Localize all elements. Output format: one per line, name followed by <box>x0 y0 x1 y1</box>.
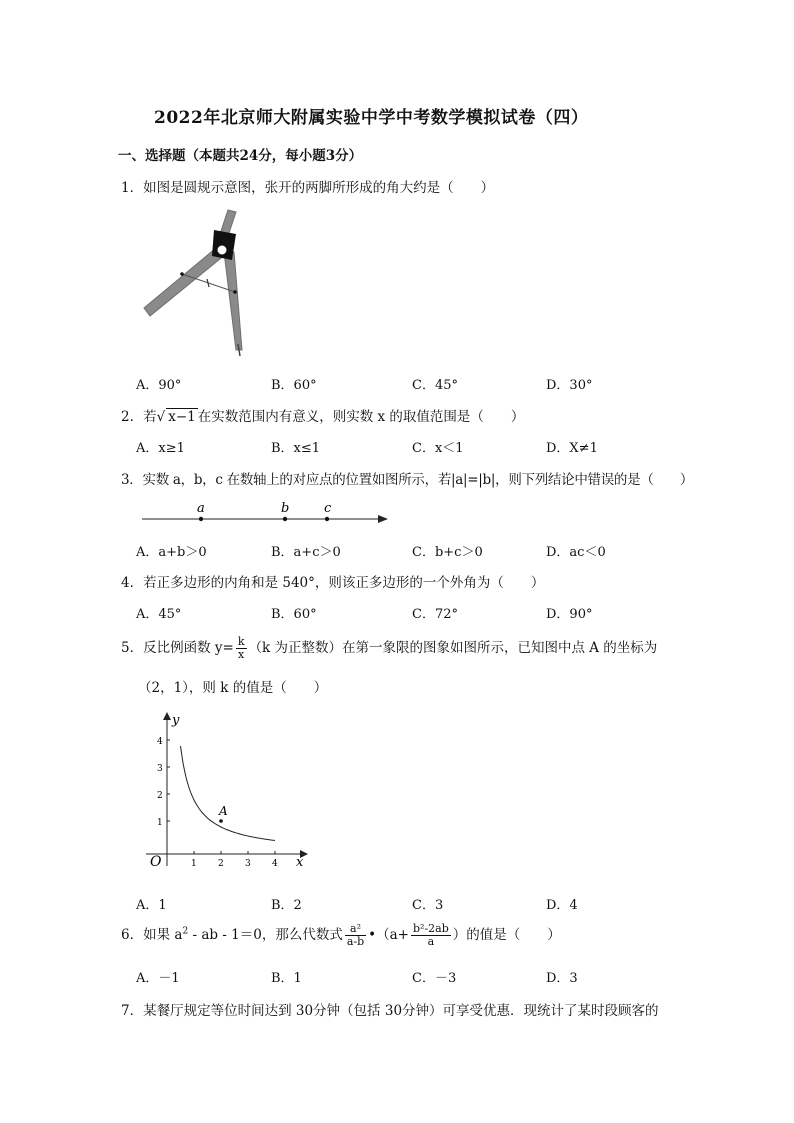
q3-option-a[interactable]: A．a+b＞0 <box>136 545 207 560</box>
label-a: a <box>197 501 205 516</box>
q6-suffix: ）的值是（ ） <box>452 927 561 943</box>
question-7-text: 7．某餐厅规定等位时间达到 30分钟（包括 30分钟）可享受优惠．现统计了某时段顾客的 <box>121 1003 659 1019</box>
q6-f2-den: a <box>427 935 435 948</box>
y-axis-label: y <box>172 713 180 728</box>
section-heading: 一、选择题（本题共24分，每小题3分） <box>118 148 363 164</box>
fraction-k-over-x <box>236 636 247 661</box>
y-tick-label-4: 4 <box>157 737 163 747</box>
x-tick-label-1: 1 <box>191 859 197 869</box>
question-3-text: 3．实数 a，b，c 在数轴上的对应点的位置如图所示，若|a|=|b|，则下列结论中错误的是（ ） <box>121 472 694 488</box>
question-2-text <box>121 405 524 425</box>
q1-option-a[interactable]: A．90° <box>136 378 182 393</box>
q6-mid: - ab - 1＝0，那么代数式 <box>188 927 343 943</box>
q6-option-c[interactable]: C．－3 <box>412 971 457 986</box>
sqrt-sign: √ <box>156 409 166 425</box>
q5-option-c[interactable]: C．3 <box>412 898 444 913</box>
question-5-text <box>121 636 657 661</box>
x-axis-label: x <box>296 855 304 870</box>
point-b <box>283 517 287 521</box>
y-tick-label-2: 2 <box>157 791 163 801</box>
q5-option-b[interactable]: B．2 <box>271 898 302 913</box>
compass-hinge <box>217 245 227 255</box>
x-tick-label-3: 3 <box>245 859 251 869</box>
label-b: b <box>281 501 290 516</box>
q6-option-b[interactable]: B．1 <box>271 971 302 986</box>
compass-pivot-left <box>180 272 184 276</box>
compass-left-leg <box>144 248 226 316</box>
question-5-line2: （2，1），则 k 的值是（ ） <box>138 680 328 696</box>
q2-option-d[interactable]: D．X≠1 <box>546 441 598 456</box>
q3-option-b[interactable]: B．a+c＞0 <box>271 545 341 560</box>
compass-figure <box>140 204 260 362</box>
q6-option-d[interactable]: D．3 <box>546 971 578 986</box>
q2-option-c[interactable]: C．x＜1 <box>412 441 464 456</box>
x-tick-label-2: 2 <box>218 859 224 869</box>
q1-option-b[interactable]: B．60° <box>271 378 317 393</box>
compass-pivot-right <box>233 290 237 294</box>
function-graph <box>140 708 315 870</box>
compass-right-leg <box>224 252 242 350</box>
page-title: 2022年北京师大附属实验中学中考数学模拟试卷（四） <box>154 108 589 128</box>
arrow-icon <box>378 515 388 523</box>
y-axis-arrow-icon <box>163 712 171 720</box>
q2-option-a[interactable]: A．x≥1 <box>136 441 185 456</box>
point-a <box>199 517 203 521</box>
number-line <box>140 498 395 530</box>
q5-suffix: （k 为正整数）在第一象限的图象如图所示，已知图中点 A 的坐标为 <box>248 640 658 656</box>
fraction-1 <box>345 923 366 948</box>
point-c <box>325 517 329 521</box>
q2-option-b[interactable]: B．x≤1 <box>271 441 321 456</box>
q5-option-d[interactable]: D．4 <box>546 898 578 913</box>
x-tick-label-4: 4 <box>272 859 278 869</box>
q4-option-d[interactable]: D．90° <box>546 607 593 622</box>
question-4-text: 4．若正多边形的内角和是 540°，则该正多边形的一个外角为（ ） <box>121 575 545 591</box>
q5-frac-den: x <box>238 648 245 661</box>
question-1-text: 1．如图是圆规示意图，张开的两脚所形成的角大约是（ ） <box>121 180 495 196</box>
q1-option-c[interactable]: C．45° <box>412 378 458 393</box>
q5-prefix: 5．反比例函数 y= <box>121 640 234 656</box>
origin-label: O <box>150 854 162 870</box>
hyperbola-curve <box>181 746 276 841</box>
label-c: c <box>324 501 332 516</box>
q6-dot: •（a+ <box>368 927 409 943</box>
q6-f2-num: b²-2ab <box>413 922 449 935</box>
q6-sup: 2 <box>182 926 189 937</box>
q6-f1-den: a-b <box>346 935 365 948</box>
q6-prefix: 6．如果 a <box>121 927 183 943</box>
q4-option-b[interactable]: B．60° <box>271 607 317 622</box>
q2-suffix: 在实数范围内有意义，则实数 x 的取值范围是（ ） <box>197 409 525 425</box>
q6-f1-num: a² <box>345 923 366 936</box>
point-A-label: A <box>219 804 228 818</box>
q3-option-d[interactable]: D．ac＜0 <box>546 545 606 560</box>
y-tick-label-1: 1 <box>157 818 163 828</box>
question-6-text <box>121 923 561 948</box>
q1-option-d[interactable]: D．30° <box>546 378 593 393</box>
q5-option-a[interactable]: A．1 <box>136 898 167 913</box>
q5-frac-num: k <box>237 635 245 648</box>
q2-prefix: 2．若 <box>121 409 157 425</box>
y-tick-label-3: 3 <box>157 764 163 774</box>
q6-option-a[interactable]: A．－1 <box>136 971 180 986</box>
q2-radicand: x−1 <box>168 409 196 425</box>
q4-option-a[interactable]: A．45° <box>136 607 182 622</box>
fraction-2 <box>411 923 451 948</box>
q4-option-c[interactable]: C．72° <box>412 607 458 622</box>
point-A <box>219 819 223 823</box>
q3-option-c[interactable]: C．b+c＞0 <box>412 545 483 560</box>
